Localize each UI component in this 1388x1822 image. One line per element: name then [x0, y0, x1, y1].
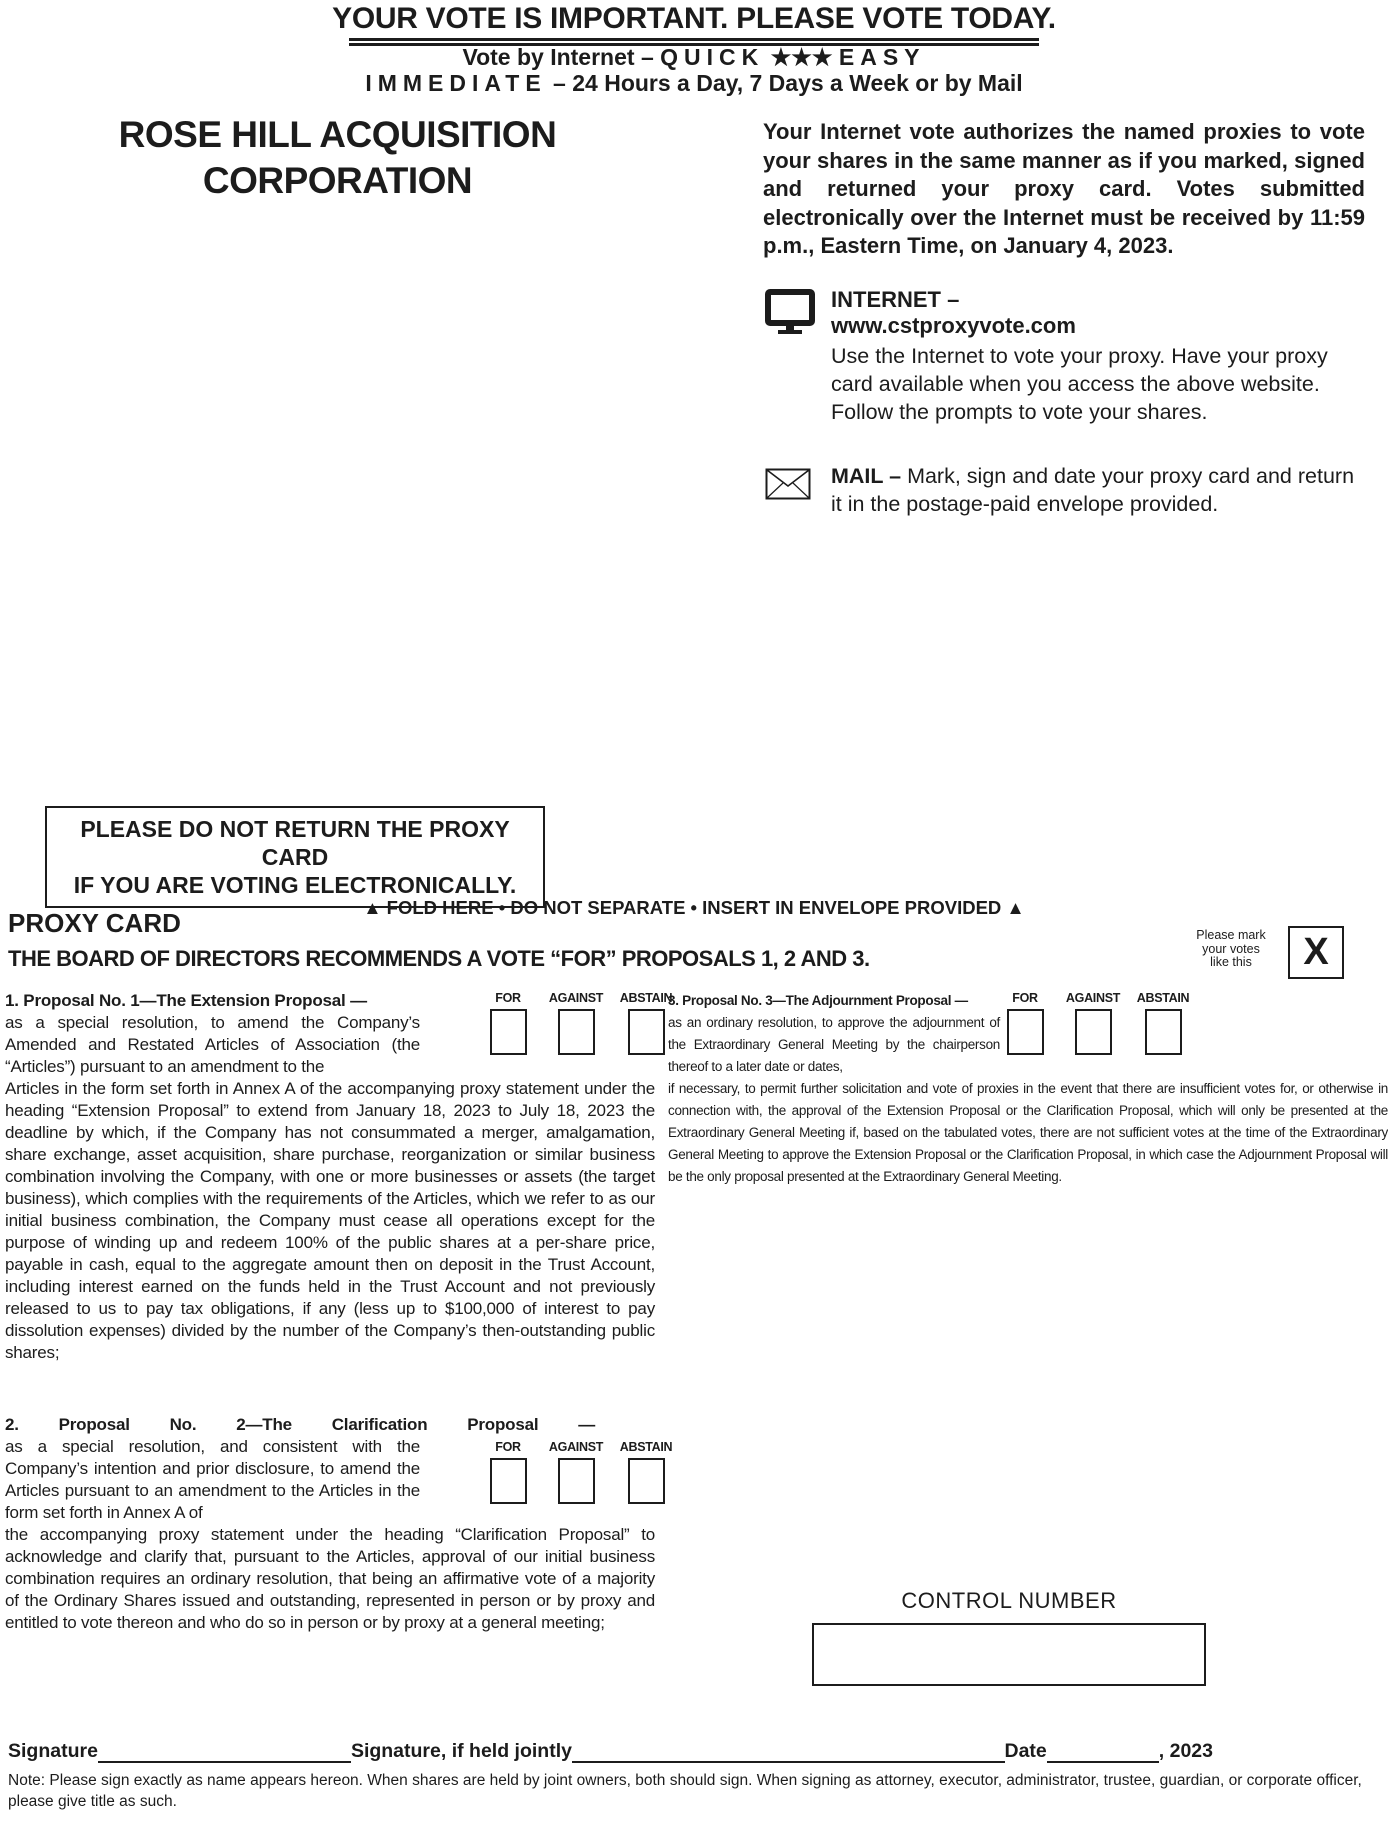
voting-instructions: [763, 118, 1365, 518]
proposal-3-abstain-checkbox[interactable]: [1145, 1009, 1182, 1055]
proposal-3-title: 3. Proposal No. 3—The Adjournment Proposal —: [668, 993, 968, 1008]
control-number-box: [812, 1623, 1206, 1686]
proposal-1-title: 1. Proposal No. 1—The Extension Proposal —: [5, 991, 367, 1010]
proxy-card-label: PROXY CARD: [8, 908, 181, 938]
fold-here-line: ▲ FOLD HERE • DO NOT SEPARATE • INSERT IN ENVELOPE PROVIDED ▲: [363, 897, 1025, 918]
proposal-2-vote-options: FOR AGAINST ABSTAIN: [481, 1441, 675, 1504]
proposal-3-against-checkbox[interactable]: [1075, 1009, 1112, 1055]
proposal-3-text: as an ordinary resolution, to approve the adjournment of the Extraordinary General Meeting by the chairperson thereof to a later date or dates,: [668, 1015, 1000, 1074]
internet-label: INTERNET –: [831, 286, 960, 312]
proposal-2-against-checkbox[interactable]: [558, 1458, 595, 1504]
internet-vote-intro: Your Internet vote authorizes the named proxies to vote your shares in the same manner as if you marked, signed and returned your proxy card. Votes submitted electronically over the Internet must be received by 11:59 p.m., Eastern Time, on January 4, 2023.: [763, 119, 1365, 258]
board-recommendation: THE BOARD OF DIRECTORS RECOMMENDS A VOTE “FOR” PROPOSALS 1, 2 AND 3.: [8, 946, 870, 971]
internet-url: www.cstproxyvote.com: [831, 312, 1076, 338]
vote-by-internet-line: Vote by Internet – QUICK ★★★ EASY: [462, 44, 926, 70]
proposal-2-title: 2. Proposal No. 2—The Clarification Proposal —: [5, 1415, 595, 1434]
joint-signature-label: Signature, if held jointly: [350, 1740, 572, 1762]
proposal-3-vote-options: FOR AGAINST ABSTAIN: [998, 992, 1192, 1055]
internet-section: [763, 287, 1365, 426]
proposal-1: FOR AGAINST ABSTAIN 1. Proposal No. 1—The Extension Proposal — as a special resolution, to amend the Company’s Amended and Restated Articles of Association (the “Articles”) pursuant to an amendment to the Articles in the form set forth in Annex A of the accompanying proxy statement under the heading “Extension Proposal” to extend from January 18, 2023 to July 18, 2023 the deadline by which, if the Company has not consummated a merger, amalgamation, share exchange, asset acquisition, share purchase, reorganization or similar business combination involving the Company, with one or more businesses or assets (the target business), which complies with the requirements of the Articles, which we refer to as our initial business combination, the Company must cease all operations except for the purpose of winding up and redeem 100% of the public shares at a per-share price, payable in cash, equal to the aggregate amount then on deposit in the Trust Account, including interest earned on the funds held in the Trust Account and not previously released to us to pay tax obligations, if any (less up to $100,000 of interest to pay dissolution expenses) divided by the number of the Company’s then-outstanding public shares;: [5, 990, 655, 1364]
envelope-icon: [765, 462, 815, 518]
sample-mark-box: X: [1288, 926, 1344, 979]
immediate-line: IMMEDIATE – 24 Hours a Day, 7 Days a Week or by Mail: [365, 70, 1023, 96]
control-number-label: CONTROL NUMBER: [901, 1588, 1117, 1613]
proposal-2-abstain-checkbox[interactable]: [628, 1458, 665, 1504]
proposal-1-against-checkbox[interactable]: [558, 1009, 595, 1055]
internet-instructions: Use the Internet to vote your proxy. Have your proxy card available when you access the above website. Follow the prompts to vote your shares.: [831, 343, 1328, 424]
proposal-2-text: as a special resolution, and consistent with the Company’s intention and prior disclosure, to amend the Articles pursuant to an amendment to the Articles in the form set forth in Annex A of: [5, 1437, 420, 1522]
mark-instruction: Please mark your votes like this: [1196, 928, 1266, 969]
date-label: Date: [1004, 1740, 1047, 1762]
proposal-1-text: as a special resolution, to amend the Company’s Amended and Restated Articles of Association (the “Articles”) pursuant to an amendment to the: [5, 1013, 420, 1076]
control-number-section: [812, 1588, 1206, 1686]
stars-icon: ★★★: [770, 44, 833, 70]
date-field[interactable]: [1047, 1741, 1159, 1763]
do-not-return-notice: PLEASE DO NOT RETURN THE PROXY CARD IF YOU ARE VOTING ELECTRONICALLY.: [45, 806, 545, 908]
mail-label: MAIL –: [831, 463, 902, 488]
signature-row: [8, 1740, 1213, 1763]
signature-field[interactable]: [98, 1741, 351, 1763]
company-name: ROSE HILL ACQUISITION CORPORATION: [118, 114, 557, 201]
proposal-2: FOR AGAINST ABSTAIN 2. Proposal No. 2—The Clarification Proposal — as a special resolution, and consistent with the Company’s intention and prior disclosure, to amend the Articles pursuant to an amendment to the Articles in the form set forth in Annex A of the accompanying proxy statement under the heading “Clarification Proposal” to acknowledge and clarify that, pursuant to the Articles, approval of our initial business combination requires an ordinary resolution, that being an affirmative vote of a majority of the Ordinary Shares issued and outstanding, represented in person or by proxy and entitled to vote thereon and who do so in person or by proxy at a general meeting;: [5, 1414, 655, 1634]
proposal-1-abstain-checkbox[interactable]: [628, 1009, 665, 1055]
proposal-1-for-checkbox[interactable]: [490, 1009, 527, 1055]
mail-instructions: Mark, sign and date your proxy card and return it in the postage-paid envelope provided.: [831, 463, 1355, 516]
proposal-2-for-checkbox[interactable]: [490, 1458, 527, 1504]
joint-signature-field[interactable]: [572, 1741, 1005, 1763]
proposal-3-for-checkbox[interactable]: [1007, 1009, 1044, 1055]
monitor-icon: [765, 287, 815, 426]
proposal-1-vote-options: FOR AGAINST ABSTAIN: [481, 992, 675, 1055]
year-suffix: , 2023: [1158, 1740, 1213, 1762]
signing-note: Note: Please sign exactly as name appears hereon. When shares are held by joint owners, both should sign. When signing as attorney, executor, administrator, trustee, guardian, or corporate officer, please give title as such.: [8, 1772, 1362, 1810]
mail-section: [763, 462, 1365, 518]
signature-label: Signature: [8, 1740, 98, 1762]
proposal-3: FOR AGAINST ABSTAIN 3. Proposal No. 3—The Adjournment Proposal — as an ordinary resolution, to approve the adjournment of the Extraordinary General Meeting by the chairperson thereof to a later date or dates, if necessary, to permit further solicitation and vote of proxies in the event that there are insufficient votes for, or otherwise in connection with, the approval of the Extension Proposal or the Clarification Proposal, which will only be presented at the Extraordinary General Meeting if, based on the tabulated votes, there are not sufficient votes at the time of the Extraordinary General Meeting to approve the Extension Proposal or the Clarification Proposal, in which case the Adjournment Proposal will be the only proposal presented at the Extraordinary General Meeting.: [668, 991, 1388, 1184]
page-title: YOUR VOTE IS IMPORTANT. PLEASE VOTE TODAY.: [332, 2, 1056, 35]
